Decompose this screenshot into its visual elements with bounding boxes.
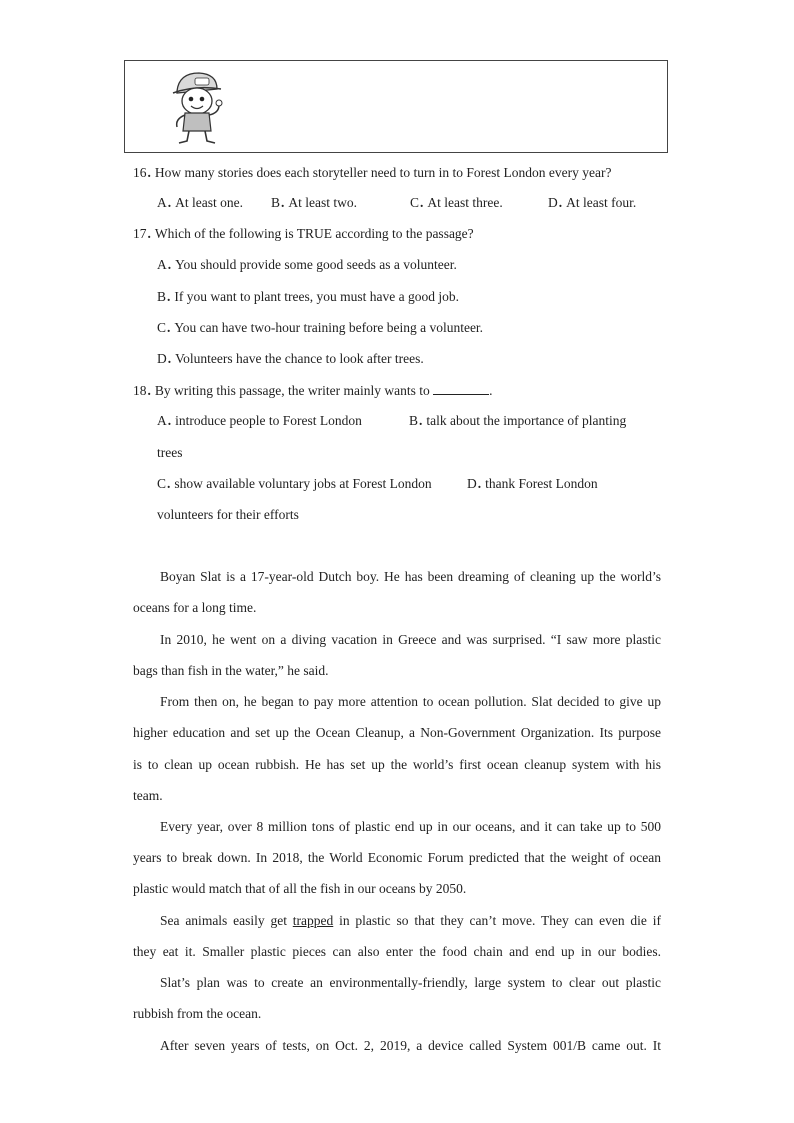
passage-line: rubbish from the ocean.	[133, 1006, 262, 1021]
answer-blank[interactable]	[433, 382, 489, 395]
passage-line: years to break down. In 2018, the World Economic Forum predicted that the weight of ocean	[133, 850, 661, 865]
passage-line: Every year, over 8 million tons of plastic end up in our oceans, and it can take up to 500	[160, 819, 661, 834]
question-16-option-d: D. At least four.	[548, 195, 637, 210]
question-16-option-a: A. At least one.	[157, 195, 243, 210]
mascot-logo-icon	[165, 69, 225, 147]
passage-line: bags than fish in the water,” he said.	[133, 663, 329, 678]
passage-line: From then on, he began to pay more attention to ocean pollution. Slat decided to give up	[160, 694, 661, 709]
passage-line: In 2010, he went on a diving vacation in Greece and was surprised. “I saw more plastic	[160, 632, 661, 647]
question-17-option-b: B. If you want to plant trees, you must have a good job.	[157, 289, 459, 304]
passage-line: they eat it. Smaller plastic pieces can also enter the food chain and end up in our bodies.	[133, 944, 661, 959]
question-18-option-b-wrap: trees	[157, 445, 183, 460]
question-18-stem: 18. By writing this passage, the writer mainly wants to .	[133, 383, 493, 398]
question-18-option-d: D. thank Forest London	[467, 476, 598, 491]
question-16-stem: 16. How many stories does each storyteller need to turn in to Forest London every year?	[133, 165, 612, 180]
question-18-option-c: C. show available voluntary jobs at Forest London	[157, 476, 432, 491]
question-16-option-c: C. At least three.	[410, 195, 503, 210]
passage-line: Sea animals easily get trapped in plastic so that they can’t move. They can even die if	[160, 913, 661, 928]
question-18-option-a: A. introduce people to Forest London	[157, 413, 362, 428]
passage-line: Slat’s plan was to create an environmentally-friendly, large system to clear out plastic	[160, 975, 661, 990]
passage-line: Boyan Slat is a 17-year-old Dutch boy. He has been dreaming of cleaning up the world’s	[160, 569, 661, 584]
question-18-option-b: B. talk about the importance of planting	[409, 413, 627, 428]
question-17-option-c: C. You can have two-hour training before being a volunteer.	[157, 320, 484, 335]
passage-line: higher education and set up the Ocean Cleanup, a Non-Government Organization. Its purpose	[133, 725, 661, 740]
question-17-option-d: D. Volunteers have the chance to look after trees.	[157, 351, 424, 366]
passage-line: After seven years of tests, on Oct. 2, 2019, a device called System 001/B came out. It	[160, 1038, 661, 1053]
passage-line: oceans for a long time.	[133, 600, 257, 615]
passage-line: team.	[133, 788, 163, 803]
passage-line: plastic would match that of all the fish in our oceans by 2050.	[133, 881, 467, 896]
header-box	[124, 60, 668, 153]
underlined-word: trapped	[292, 913, 334, 928]
question-16-option-b: B. At least two.	[271, 195, 358, 210]
question-17-stem: 17. Which of the following is TRUE according to the passage?	[133, 226, 474, 241]
passage-line: is to clean up ocean rubbish. He has set up the world’s first ocean cleanup system with his	[133, 757, 661, 772]
question-18-option-d-wrap: volunteers for their efforts	[157, 507, 299, 522]
question-17-option-a: A. You should provide some good seeds as a volunteer.	[157, 257, 457, 272]
